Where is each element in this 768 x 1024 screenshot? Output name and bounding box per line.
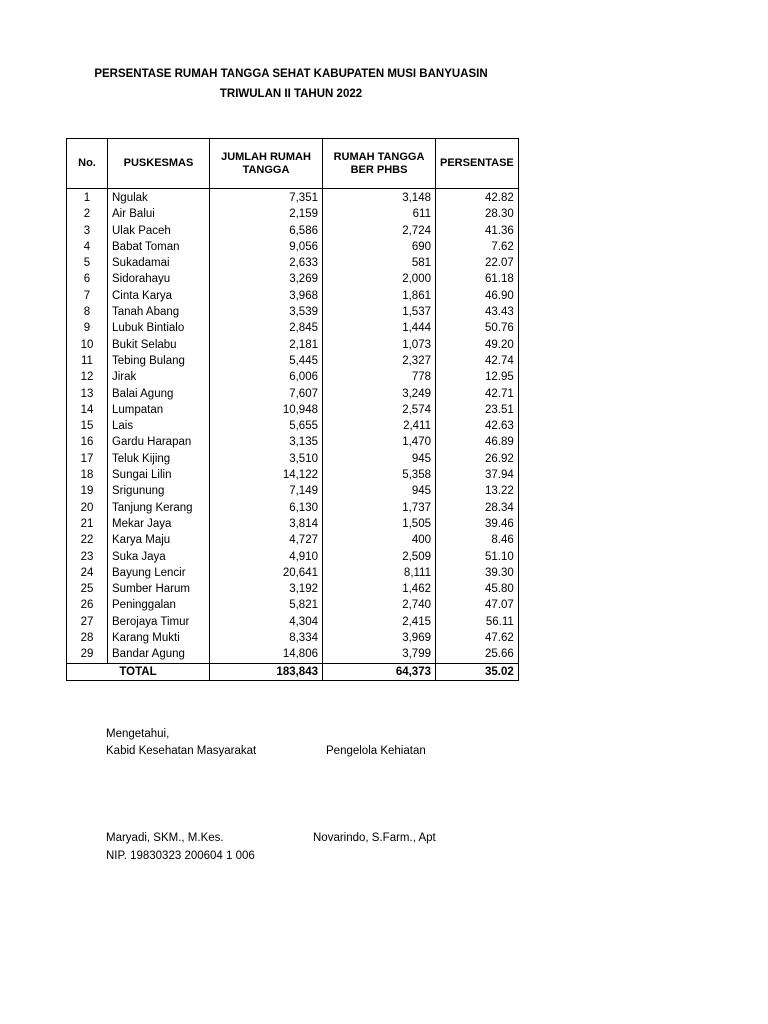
cell-ber-phbs: 3,799 xyxy=(323,646,436,663)
cell-puskesmas: Gardu Harapan xyxy=(108,434,210,450)
cell-puskesmas: Sumber Harum xyxy=(108,581,210,597)
table-row xyxy=(67,353,519,369)
cell-ber-phbs: 2,327 xyxy=(323,353,436,369)
cell-ber-phbs: 581 xyxy=(323,255,436,271)
cell-jumlah: 7,607 xyxy=(210,386,323,402)
cell-ber-phbs: 2,724 xyxy=(323,223,436,239)
total-label: TOTAL xyxy=(67,663,210,680)
cell-persentase: 41.36 xyxy=(436,223,519,239)
table-row xyxy=(67,434,519,450)
cell-jumlah: 7,351 xyxy=(210,189,323,207)
cell-puskesmas: Sungai Lilin xyxy=(108,467,210,483)
cell-no: 16 xyxy=(67,434,108,450)
cell-ber-phbs: 1,737 xyxy=(323,500,436,516)
cell-ber-phbs: 1,444 xyxy=(323,320,436,336)
cell-jumlah: 3,192 xyxy=(210,581,323,597)
cell-jumlah: 2,159 xyxy=(210,206,323,222)
cell-no: 25 xyxy=(67,581,108,597)
cell-persentase: 45.80 xyxy=(436,581,519,597)
cell-puskesmas: Bayung Lencir xyxy=(108,565,210,581)
cell-persentase: 47.62 xyxy=(436,630,519,646)
cell-puskesmas: Babat Toman xyxy=(108,239,210,255)
cell-no: 4 xyxy=(67,239,108,255)
table-row xyxy=(67,483,519,499)
header-puskesmas: PUSKESMAS xyxy=(108,139,210,189)
cell-ber-phbs: 400 xyxy=(323,532,436,548)
cell-puskesmas: Air Balui xyxy=(108,206,210,222)
cell-persentase: 50.76 xyxy=(436,320,519,336)
cell-ber-phbs: 611 xyxy=(323,206,436,222)
cell-no: 5 xyxy=(67,255,108,271)
header-ber-phbs: RUMAH TANGGA BER PHBS xyxy=(323,139,436,189)
cell-ber-phbs: 778 xyxy=(323,369,436,385)
table-row xyxy=(67,467,519,483)
table-body xyxy=(67,189,519,664)
cell-persentase: 12.95 xyxy=(436,369,519,385)
cell-puskesmas: Teluk Kijing xyxy=(108,451,210,467)
cell-puskesmas: Sukadamai xyxy=(108,255,210,271)
cell-persentase: 56.11 xyxy=(436,614,519,630)
cell-jumlah: 10,948 xyxy=(210,402,323,418)
cell-ber-phbs: 1,505 xyxy=(323,516,436,532)
cell-ber-phbs: 690 xyxy=(323,239,436,255)
cell-puskesmas: Bukit Selabu xyxy=(108,337,210,353)
cell-jumlah: 14,806 xyxy=(210,646,323,663)
cell-persentase: 22.07 xyxy=(436,255,519,271)
cell-ber-phbs: 1,861 xyxy=(323,288,436,304)
cell-no: 12 xyxy=(67,369,108,385)
cell-jumlah: 4,304 xyxy=(210,614,323,630)
cell-ber-phbs: 2,415 xyxy=(323,614,436,630)
total-row xyxy=(67,663,519,680)
cell-persentase: 46.89 xyxy=(436,434,519,450)
cell-jumlah: 4,727 xyxy=(210,532,323,548)
cell-no: 20 xyxy=(67,500,108,516)
table-row xyxy=(67,549,519,565)
cell-ber-phbs: 1,462 xyxy=(323,581,436,597)
cell-puskesmas: Peninggalan xyxy=(108,597,210,613)
table-row xyxy=(67,500,519,516)
cell-jumlah: 20,641 xyxy=(210,565,323,581)
right-signer-role: Pengelola Kehiatan xyxy=(326,745,426,757)
cell-persentase: 23.51 xyxy=(436,402,519,418)
cell-puskesmas: Ngulak xyxy=(108,189,210,207)
cell-puskesmas: Balai Agung xyxy=(108,386,210,402)
table-row xyxy=(67,597,519,613)
cell-puskesmas: Suka Jaya xyxy=(108,549,210,565)
cell-ber-phbs: 2,509 xyxy=(323,549,436,565)
cell-jumlah: 2,845 xyxy=(210,320,323,336)
table-row xyxy=(67,255,519,271)
cell-puskesmas: Sidorahayu xyxy=(108,271,210,287)
table-row xyxy=(67,581,519,597)
table-row xyxy=(67,516,519,532)
cell-puskesmas: Jirak xyxy=(108,369,210,385)
cell-persentase: 39.30 xyxy=(436,565,519,581)
table-row xyxy=(67,451,519,467)
cell-jumlah: 6,586 xyxy=(210,223,323,239)
cell-persentase: 28.34 xyxy=(436,500,519,516)
cell-no: 6 xyxy=(67,271,108,287)
cell-jumlah: 5,655 xyxy=(210,418,323,434)
cell-jumlah: 6,130 xyxy=(210,500,323,516)
cell-no: 29 xyxy=(67,646,108,663)
table-row xyxy=(67,630,519,646)
cell-no: 2 xyxy=(67,206,108,222)
cell-persentase: 39.46 xyxy=(436,516,519,532)
table-row xyxy=(67,337,519,353)
table-row xyxy=(67,320,519,336)
cell-ber-phbs: 945 xyxy=(323,451,436,467)
total-jumlah: 183,843 xyxy=(210,663,323,680)
cell-jumlah: 5,821 xyxy=(210,597,323,613)
left-signer-nip: NIP. 19830323 200604 1 006 xyxy=(106,850,255,862)
cell-no: 23 xyxy=(67,549,108,565)
cell-persentase: 8.46 xyxy=(436,532,519,548)
table-row xyxy=(67,532,519,548)
cell-persentase: 13.22 xyxy=(436,483,519,499)
cell-puskesmas: Bandar Agung xyxy=(108,646,210,663)
table-row xyxy=(67,288,519,304)
cell-jumlah: 3,814 xyxy=(210,516,323,532)
table-row xyxy=(67,418,519,434)
cell-puskesmas: Tanah Abang xyxy=(108,304,210,320)
header-jumlah: JUMLAH RUMAH TANGGA xyxy=(210,139,323,189)
cell-puskesmas: Karya Maju xyxy=(108,532,210,548)
cell-jumlah: 7,149 xyxy=(210,483,323,499)
cell-persentase: 7.62 xyxy=(436,239,519,255)
cell-ber-phbs: 1,073 xyxy=(323,337,436,353)
cell-no: 17 xyxy=(67,451,108,467)
data-table xyxy=(66,138,519,681)
cell-jumlah: 3,968 xyxy=(210,288,323,304)
cell-persentase: 42.63 xyxy=(436,418,519,434)
cell-puskesmas: Ulak Paceh xyxy=(108,223,210,239)
cell-puskesmas: Tebing Bulang xyxy=(108,353,210,369)
total-ber-phbs: 64,373 xyxy=(323,663,436,680)
total-persentase: 35.02 xyxy=(436,663,519,680)
cell-ber-phbs: 2,411 xyxy=(323,418,436,434)
left-signer-name: Maryadi, SKM., M.Kes. xyxy=(106,832,224,844)
cell-persentase: 26.92 xyxy=(436,451,519,467)
cell-puskesmas: Lubuk Bintialo xyxy=(108,320,210,336)
mengetahui-label: Mengetahui, xyxy=(106,728,170,740)
cell-puskesmas: Tanjung Kerang xyxy=(108,500,210,516)
page-title: PERSENTASE RUMAH TANGGA SEHAT KABUPATEN MUSI BANYUASIN xyxy=(94,68,488,80)
table-row xyxy=(67,646,519,663)
header-persentase: PERSENTASE xyxy=(436,139,519,189)
cell-ber-phbs: 3,969 xyxy=(323,630,436,646)
cell-jumlah: 8,334 xyxy=(210,630,323,646)
cell-no: 10 xyxy=(67,337,108,353)
cell-ber-phbs: 5,358 xyxy=(323,467,436,483)
cell-persentase: 37.94 xyxy=(436,467,519,483)
cell-no: 14 xyxy=(67,402,108,418)
cell-ber-phbs: 1,537 xyxy=(323,304,436,320)
cell-persentase: 43.43 xyxy=(436,304,519,320)
table-row xyxy=(67,386,519,402)
cell-no: 13 xyxy=(67,386,108,402)
cell-puskesmas: Karang Mukti xyxy=(108,630,210,646)
cell-persentase: 61.18 xyxy=(436,271,519,287)
table-header-row xyxy=(67,139,519,189)
cell-persentase: 42.82 xyxy=(436,189,519,207)
cell-no: 26 xyxy=(67,597,108,613)
cell-jumlah: 4,910 xyxy=(210,549,323,565)
cell-jumlah: 2,181 xyxy=(210,337,323,353)
table-row xyxy=(67,239,519,255)
cell-no: 3 xyxy=(67,223,108,239)
cell-puskesmas: Cinta Karya xyxy=(108,288,210,304)
cell-no: 1 xyxy=(67,189,108,207)
cell-no: 24 xyxy=(67,565,108,581)
cell-persentase: 46.90 xyxy=(436,288,519,304)
table-row xyxy=(67,402,519,418)
cell-persentase: 51.10 xyxy=(436,549,519,565)
page-subtitle: TRIWULAN II TAHUN 2022 xyxy=(219,88,363,100)
cell-persentase: 42.71 xyxy=(436,386,519,402)
cell-ber-phbs: 3,148 xyxy=(323,189,436,207)
cell-puskesmas: Mekar Jaya xyxy=(108,516,210,532)
cell-persentase: 47.07 xyxy=(436,597,519,613)
left-signer-role: Kabid Kesehatan Masyarakat xyxy=(106,745,257,757)
table-row xyxy=(67,565,519,581)
cell-puskesmas: Srigunung xyxy=(108,483,210,499)
table-row xyxy=(67,223,519,239)
cell-no: 21 xyxy=(67,516,108,532)
cell-jumlah: 3,269 xyxy=(210,271,323,287)
cell-persentase: 28.30 xyxy=(436,206,519,222)
cell-ber-phbs: 8,111 xyxy=(323,565,436,581)
table-row xyxy=(67,206,519,222)
cell-ber-phbs: 1,470 xyxy=(323,434,436,450)
cell-no: 28 xyxy=(67,630,108,646)
table-row xyxy=(67,614,519,630)
cell-ber-phbs: 2,574 xyxy=(323,402,436,418)
cell-no: 8 xyxy=(67,304,108,320)
cell-persentase: 42.74 xyxy=(436,353,519,369)
cell-no: 22 xyxy=(67,532,108,548)
cell-puskesmas: Lumpatan xyxy=(108,402,210,418)
cell-puskesmas: Lais xyxy=(108,418,210,434)
cell-no: 7 xyxy=(67,288,108,304)
cell-persentase: 25.66 xyxy=(436,646,519,663)
cell-no: 19 xyxy=(67,483,108,499)
cell-puskesmas: Berojaya Timur xyxy=(108,614,210,630)
cell-jumlah: 3,510 xyxy=(210,451,323,467)
cell-ber-phbs: 945 xyxy=(323,483,436,499)
table-row xyxy=(67,304,519,320)
cell-jumlah: 9,056 xyxy=(210,239,323,255)
cell-no: 15 xyxy=(67,418,108,434)
cell-jumlah: 3,539 xyxy=(210,304,323,320)
table-row xyxy=(67,189,519,207)
cell-jumlah: 6,006 xyxy=(210,369,323,385)
cell-no: 18 xyxy=(67,467,108,483)
cell-ber-phbs: 2,740 xyxy=(323,597,436,613)
cell-jumlah: 2,633 xyxy=(210,255,323,271)
table-row xyxy=(67,271,519,287)
cell-no: 9 xyxy=(67,320,108,336)
cell-ber-phbs: 3,249 xyxy=(323,386,436,402)
table-row xyxy=(67,369,519,385)
header-no: No. xyxy=(67,139,108,189)
cell-persentase: 49.20 xyxy=(436,337,519,353)
right-signer-name: Novarindo, S.Farm., Apt xyxy=(313,832,436,844)
cell-jumlah: 3,135 xyxy=(210,434,323,450)
cell-no: 27 xyxy=(67,614,108,630)
cell-jumlah: 14,122 xyxy=(210,467,323,483)
cell-no: 11 xyxy=(67,353,108,369)
cell-jumlah: 5,445 xyxy=(210,353,323,369)
cell-ber-phbs: 2,000 xyxy=(323,271,436,287)
